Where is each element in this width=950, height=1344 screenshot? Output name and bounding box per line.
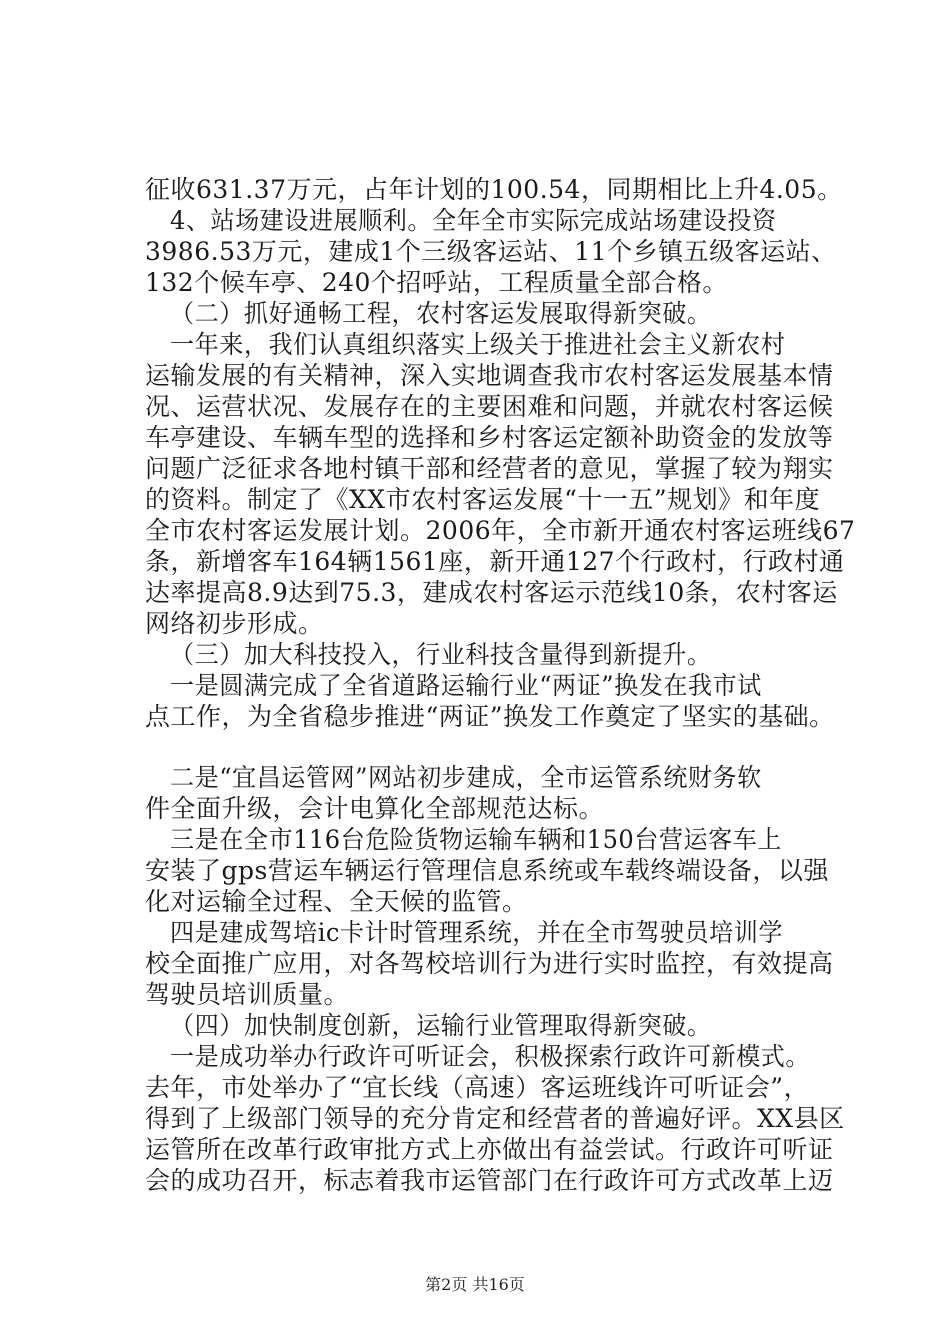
text-line: 点工作，为全省稳步推进“两证”换发工作奠定了坚实的基础。 <box>145 702 835 731</box>
text-line: 得到了上级部门领导的充分肯定和经营者的普遍好评。XX县区 <box>145 1104 845 1133</box>
text-line: 一是成功举办行政许可听证会，积极探索行政许可新模式。 <box>170 1042 810 1071</box>
text-line: 化对运输全过程、全天候的监管。 <box>145 887 528 916</box>
text-line: 运输发展的有关精神，深入实地调查我市农村客运发展基本情 <box>145 361 834 390</box>
text-line: 问题广泛征求各地村镇干部和经营者的意见，掌握了较为翔实 <box>145 454 834 483</box>
text-line: 的资料。制定了《XX市农村客运发展“十一五”规划》和年度 <box>145 485 821 514</box>
section-heading: （二）抓好通畅工程，农村客运发展取得新突破。 <box>170 299 712 328</box>
text-line: 132个候车亭、240个招呼站，工程质量全部合格。 <box>145 268 728 297</box>
text-line: 二是“宜昌运管网”网站初步建成，全市运管系统财务软 <box>170 763 762 792</box>
text-line: 网络初步形成。 <box>145 609 324 638</box>
text-line: 3986.53万元，建成1个三级客运站、11个乡镇五级客运站、 <box>145 237 837 266</box>
text-line: 去年，市处举办了“宜长线（高速）客运班线许可听证会”， <box>145 1073 810 1102</box>
section-heading: （四）加快制度创新，运输行业管理取得新突破。 <box>170 1011 712 1040</box>
text-line: 况、运营状况、发展存在的主要困难和问题，并就农村客运候 <box>145 392 834 421</box>
page-number-footer: 第2页 共16页 <box>425 1275 525 1294</box>
text-line: 一是圆满完成了全省道路运输行业“两证”换发在我市试 <box>170 671 762 700</box>
text-line: 达率提高8.9达到75.3，建成农村客运示范线10条，农村客运 <box>145 578 838 607</box>
text-line: 三是在全市116台危险货物运输车辆和150台营运客车上 <box>170 825 782 854</box>
text-line: 安装了gps营运车辆运行管理信息系统或车载终端设备，以强 <box>145 856 829 885</box>
text-line: 全市农村客运发展计划。2006年，全市新开通农村客运班线67 <box>145 516 856 545</box>
text-line: 条，新增客车164辆1561座，新开通127个行政村，行政村通 <box>145 547 845 576</box>
text-line: 车亭建设、车辆车型的选择和乡村客运定额补助资金的发放等 <box>145 423 834 452</box>
text-line: 征收631.37万元，占年计划的100.54，同期相比上升4.05。 <box>145 175 843 204</box>
text-line: 会的成功召开，标志着我市运管部门在行政许可方式改革上迈 <box>145 1166 834 1195</box>
text-line: 校全面推广应用，对各驾校培训行为进行实时监控，有效提高 <box>145 949 834 978</box>
text-line: 驾驶员培训质量。 <box>145 980 350 1009</box>
text-line: 一年来，我们认真组织落实上级关于推进社会主义新农村 <box>170 330 786 359</box>
section-heading: （三）加大科技投入，行业科技含量得到新提升。 <box>170 640 712 669</box>
text-line: 运管所在改革行政审批方式上亦做出有益尝试。行政许可听证 <box>145 1135 834 1164</box>
text-line: 四是建成驾培ic卡计时管理系统，并在全市驾驶员培训学 <box>170 918 783 947</box>
text-line: 件全面升级，会计电算化全部规范达标。 <box>145 794 605 823</box>
text-line: 4、站场建设进展顺利。全年全市实际完成站场建设投资 <box>170 206 777 235</box>
